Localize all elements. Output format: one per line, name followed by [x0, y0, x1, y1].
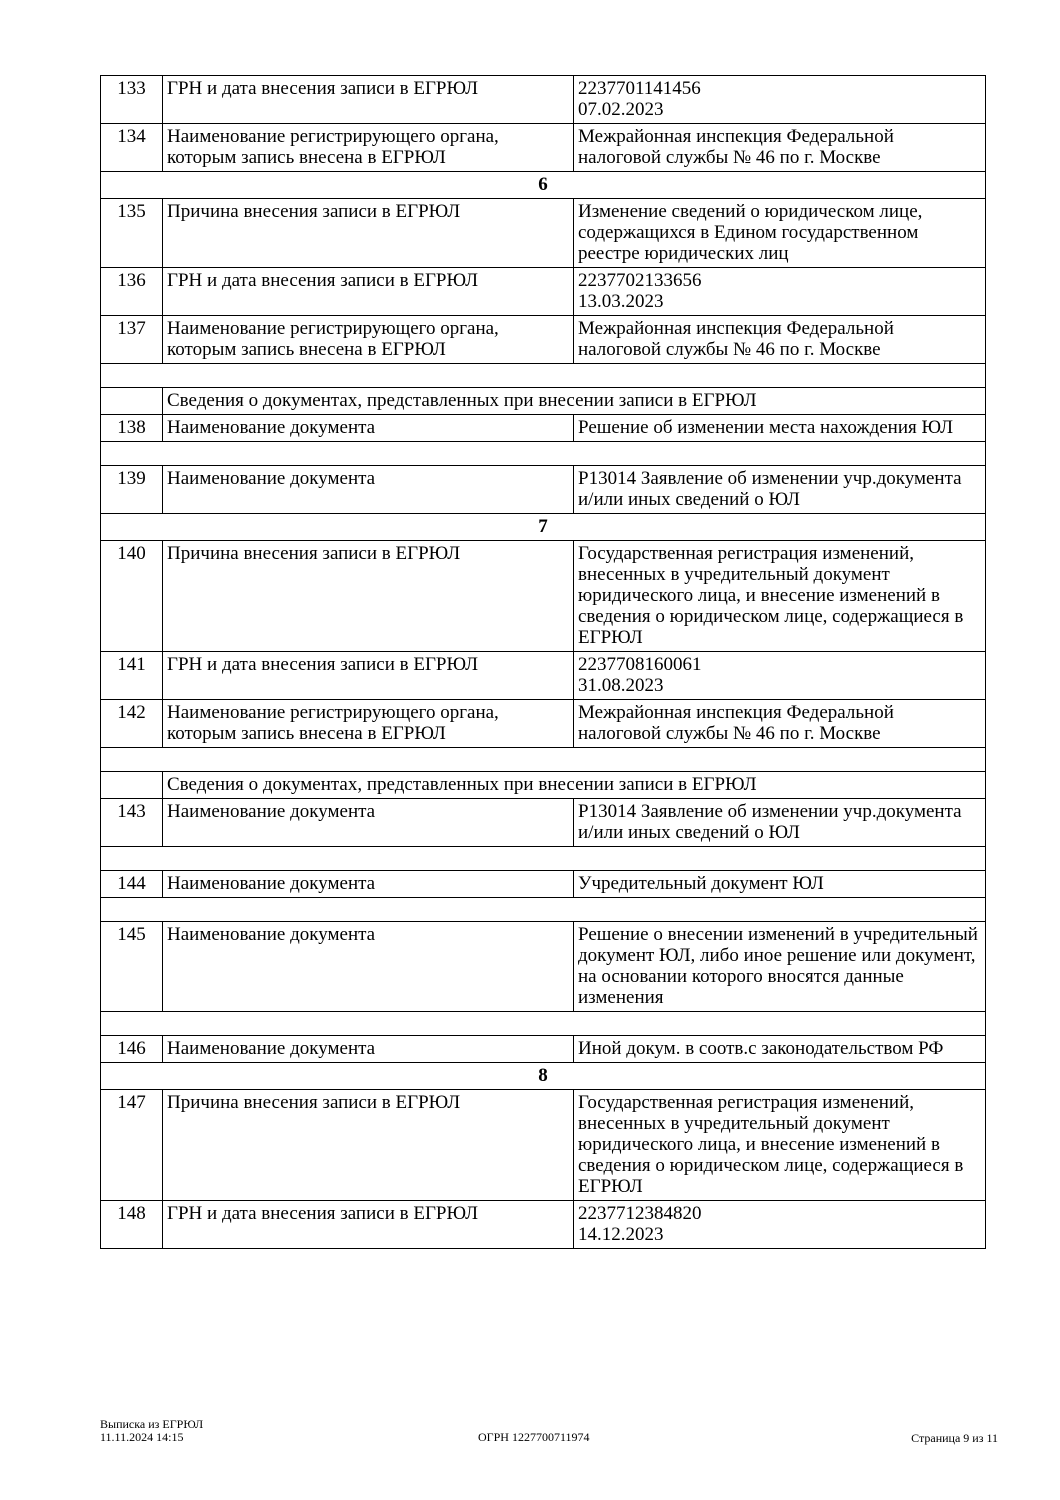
table-row — [101, 316, 986, 364]
table-row — [101, 268, 986, 316]
row-value: 2237701141456 07.02.2023 — [574, 76, 986, 124]
row-label: Причина внесения записи в ЕГРЮЛ — [163, 1090, 574, 1201]
footer-doc-name: Выписка из ЕГРЮЛ — [100, 1417, 204, 1431]
spacer-row — [101, 898, 986, 922]
footer-left — [100, 1418, 203, 1444]
row-label: Причина внесения записи в ЕГРЮЛ — [163, 541, 574, 652]
row-number: 142 — [101, 700, 163, 748]
row-value: Учредительный документ ЮЛ — [574, 871, 986, 898]
row-value: Государственная регистрация изменений, внесенных в учредительный документ юридического лица, и внесение изменений в сведения о юридическом лице, содержащиеся в ЕГРЮЛ — [574, 541, 986, 652]
table-row — [101, 415, 986, 442]
row-number: 135 — [101, 199, 163, 268]
row-number: 136 — [101, 268, 163, 316]
row-number: 146 — [101, 1036, 163, 1063]
spacer-cell — [101, 1012, 986, 1036]
row-number: 141 — [101, 652, 163, 700]
table-row — [101, 1090, 986, 1201]
egrul-table — [100, 75, 986, 1249]
spacer-row — [101, 364, 986, 388]
section-number: 8 — [101, 1063, 986, 1090]
row-number: 147 — [101, 1090, 163, 1201]
row-value: Межрайонная инспекция Федеральной налоговой службы № 46 по г. Москве — [574, 124, 986, 172]
spacer-row — [101, 847, 986, 871]
table-row — [101, 871, 986, 898]
table-row — [101, 652, 986, 700]
row-value: Решение об изменении места нахождения ЮЛ — [574, 415, 986, 442]
row-label: ГРН и дата внесения записи в ЕГРЮЛ — [163, 268, 574, 316]
row-label: ГРН и дата внесения записи в ЕГРЮЛ — [163, 76, 574, 124]
row-number: 138 — [101, 415, 163, 442]
row-number: 144 — [101, 871, 163, 898]
row-number: 134 — [101, 124, 163, 172]
row-label: Наименование документа — [163, 922, 574, 1012]
table-row — [101, 466, 986, 514]
row-label: ГРН и дата внесения записи в ЕГРЮЛ — [163, 652, 574, 700]
table-row — [101, 199, 986, 268]
section-row — [101, 172, 986, 199]
table-row — [101, 700, 986, 748]
table-row — [101, 541, 986, 652]
row-value: Иной докум. в соотв.с законодательством РФ — [574, 1036, 986, 1063]
row-value: 2237702133656 13.03.2023 — [574, 268, 986, 316]
row-label: Наименование документа — [163, 1036, 574, 1063]
section-number: 6 — [101, 172, 986, 199]
subheader-row — [101, 388, 986, 415]
row-label: Наименование документа — [163, 871, 574, 898]
row-label: Наименование регистрирующего органа, которым запись внесена в ЕГРЮЛ — [163, 700, 574, 748]
section-row — [101, 514, 986, 541]
footer-page-number: Страница 9 из 11 — [911, 1431, 998, 1445]
table-row — [101, 1036, 986, 1063]
row-number: 133 — [101, 76, 163, 124]
subheader-empty-cell — [101, 772, 163, 799]
footer-datetime: 11.11.2024 14:15 — [100, 1430, 184, 1444]
row-number: 137 — [101, 316, 163, 364]
row-value: Р13014 Заявление об изменении учр.документа и/или иных сведений о ЮЛ — [574, 799, 986, 847]
table-row — [101, 799, 986, 847]
spacer-cell — [101, 898, 986, 922]
table-row — [101, 76, 986, 124]
spacer-cell — [101, 847, 986, 871]
subheader-empty-cell — [101, 388, 163, 415]
row-number: 148 — [101, 1201, 163, 1249]
row-value: 2237708160061 31.08.2023 — [574, 652, 986, 700]
table-row — [101, 1201, 986, 1249]
spacer-cell — [101, 748, 986, 772]
row-value: Решение о внесении изменений в учредительный документ ЮЛ, либо иное решение или документ, на основании которого вносятся данные изменения — [574, 922, 986, 1012]
row-value: Межрайонная инспекция Федеральной налоговой службы № 46 по г. Москве — [574, 316, 986, 364]
table-row — [101, 922, 986, 1012]
row-number: 145 — [101, 922, 163, 1012]
row-label: Наименование документа — [163, 415, 574, 442]
spacer-row — [101, 748, 986, 772]
row-label: Наименование документа — [163, 466, 574, 514]
spacer-row — [101, 442, 986, 466]
spacer-cell — [101, 442, 986, 466]
subheader-text: Сведения о документах, представленных при внесении записи в ЕГРЮЛ — [163, 388, 986, 415]
row-value: 2237712384820 14.12.2023 — [574, 1201, 986, 1249]
subheader-row — [101, 772, 986, 799]
row-value: Государственная регистрация изменений, внесенных в учредительный документ юридического лица, и внесение изменений в сведения о юридическом лице, содержащиеся в ЕГРЮЛ — [574, 1090, 986, 1201]
spacer-row — [101, 1012, 986, 1036]
table-row — [101, 124, 986, 172]
row-label: Наименование регистрирующего органа, которым запись внесена в ЕГРЮЛ — [163, 124, 574, 172]
spacer-cell — [101, 364, 986, 388]
row-number: 139 — [101, 466, 163, 514]
row-number: 143 — [101, 799, 163, 847]
row-label: ГРН и дата внесения записи в ЕГРЮЛ — [163, 1201, 574, 1249]
section-number: 7 — [101, 514, 986, 541]
row-label: Причина внесения записи в ЕГРЮЛ — [163, 199, 574, 268]
row-number: 140 — [101, 541, 163, 652]
footer-ogrn: ОГРН 1227700711974 — [478, 1430, 590, 1444]
table-body — [101, 76, 986, 1249]
row-label: Наименование документа — [163, 799, 574, 847]
row-value: Изменение сведений о юридическом лице, содержащихся в Едином государственном реестре юридических лиц — [574, 199, 986, 268]
subheader-text: Сведения о документах, представленных при внесении записи в ЕГРЮЛ — [163, 772, 986, 799]
row-value: Межрайонная инспекция Федеральной налоговой службы № 46 по г. Москве — [574, 700, 986, 748]
section-row — [101, 1063, 986, 1090]
row-label: Наименование регистрирующего органа, которым запись внесена в ЕГРЮЛ — [163, 316, 574, 364]
row-value: Р13014 Заявление об изменении учр.документа и/или иных сведений о ЮЛ — [574, 466, 986, 514]
